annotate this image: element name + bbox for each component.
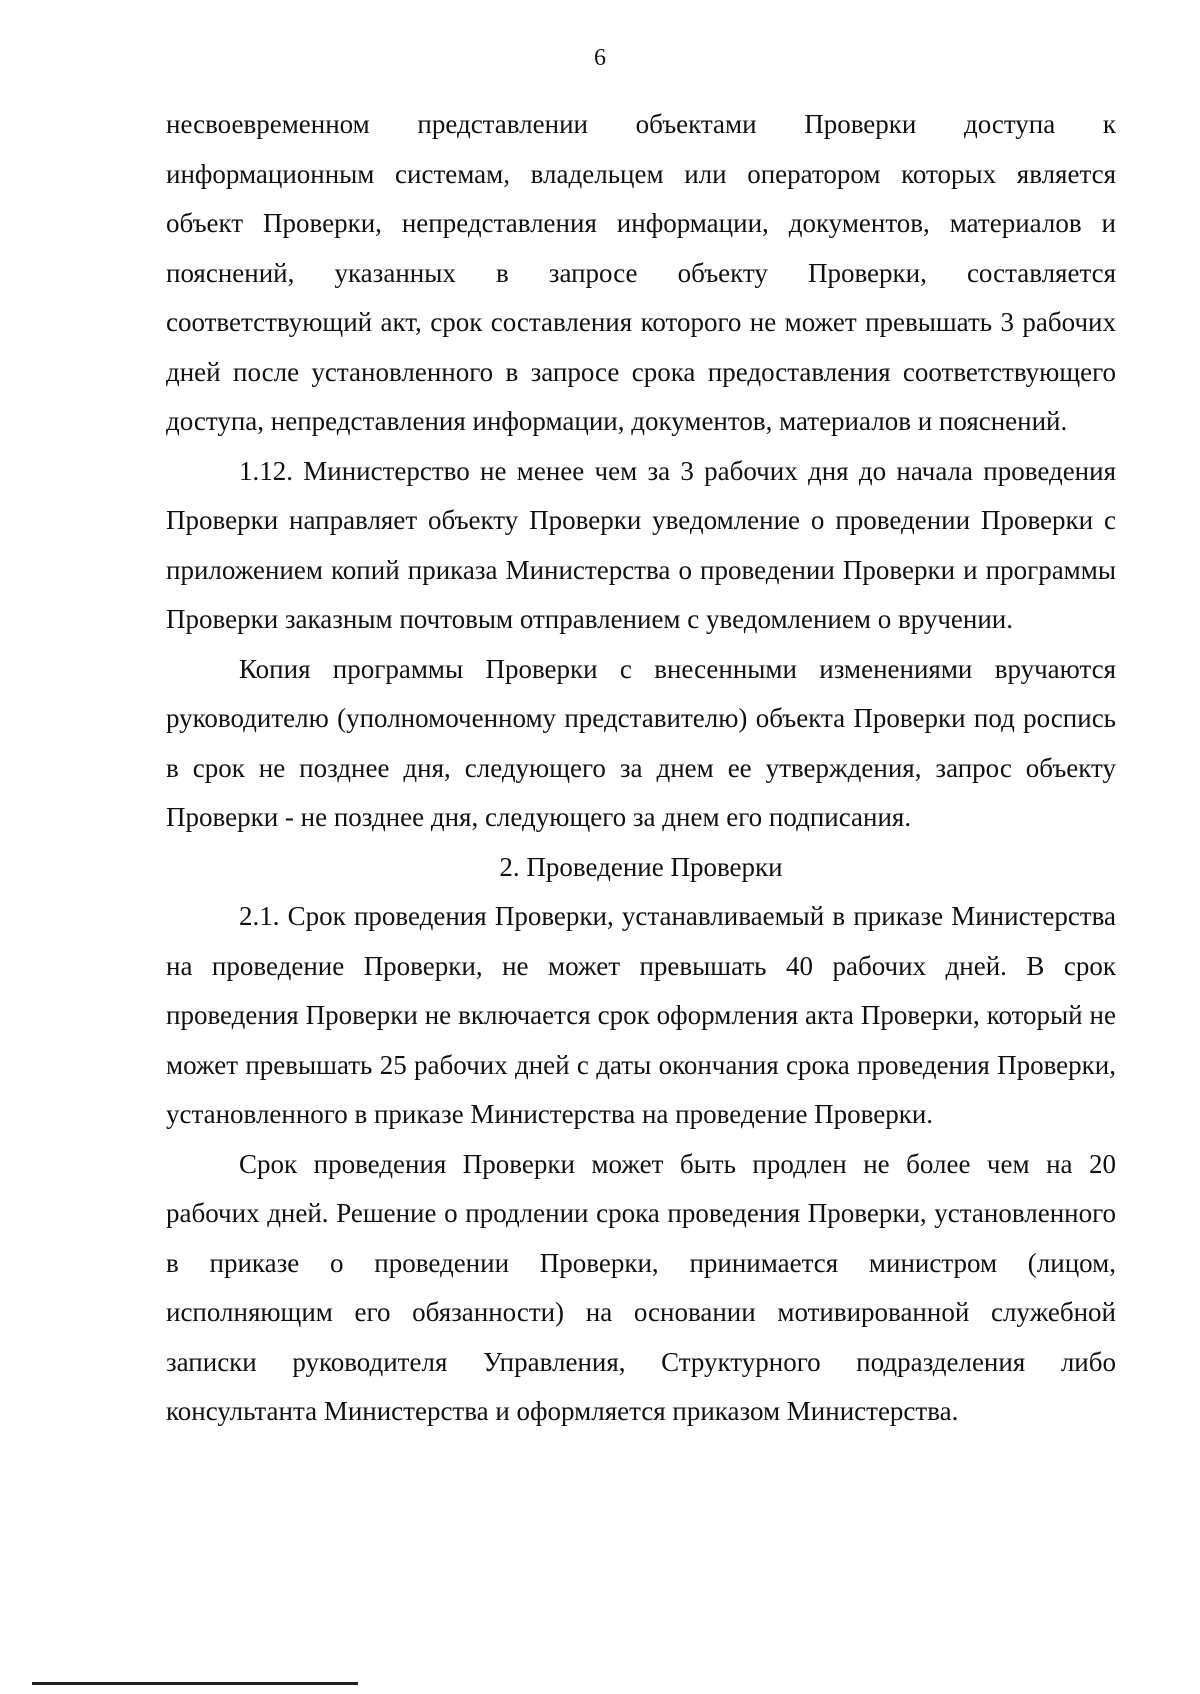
page-number: 6 [594, 45, 606, 71]
paragraph-program-copy: Копия программы Проверки с внесенными изменениями вручаются руководителю (уполномоченному представителю) объекта Проверки под роспись в срок не позднее дня, следующего за днем ее утверждения, запрос объекту Проверки - не позднее дня, следующего за днем его подписания. [166, 653, 1116, 832]
paragraph-continuation: несвоевременном представлении объектами Проверки доступа к информационным системам, владельцем или оператором которых является объект Проверки, непредставления информации, документов, материалов и пояснений, указанных в запросе объекту Проверки, составляется соответствующий акт, срок составления которого не может превышать 3 рабочих дней после установленного в запросе срока предоставления соответствующего доступа, непредставления информации, документов, материалов и пояснений. [166, 109, 1116, 436]
document-body [166, 100, 1116, 1437]
section-heading: 2. Проведение Проверки [499, 851, 783, 882]
footer-rule [32, 1682, 358, 1685]
paragraph-1-12: 1.12. Министерство не менее чем за 3 рабочих дня до начала проведения Проверки направляет объекту Проверки уведомление о проведении Проверки с приложением копий приказа Министерства о проведении Проверки и программы Проверки заказным почтовым отправлением с уведомлением о вручении. [166, 455, 1116, 634]
paragraph-2-1: 2.1. Срок проведения Проверки, устанавливаемый в приказе Министерства на проведение Проверки, не может превышать 40 рабочих дней. В срок проведения Проверки не включается срок оформления акта Проверки, который не может превышать 25 рабочих дней с даты окончания срока проведения Проверки, установленного в приказе Министерства на проведение Проверки. [166, 901, 1116, 1129]
paragraph-extension: Срок проведения Проверки может быть продлен не более чем на 20 рабочих дней. Решение о продлении срока проведения Проверки, установленного в приказе о проведении Проверки, принимается министром (лицом, исполняющим его обязанности) на основании мотивированной служебной записки руководителя Управления, Структурного подразделения либо консультанта Министерства и оформляется приказом Министерства. [166, 1148, 1116, 1426]
